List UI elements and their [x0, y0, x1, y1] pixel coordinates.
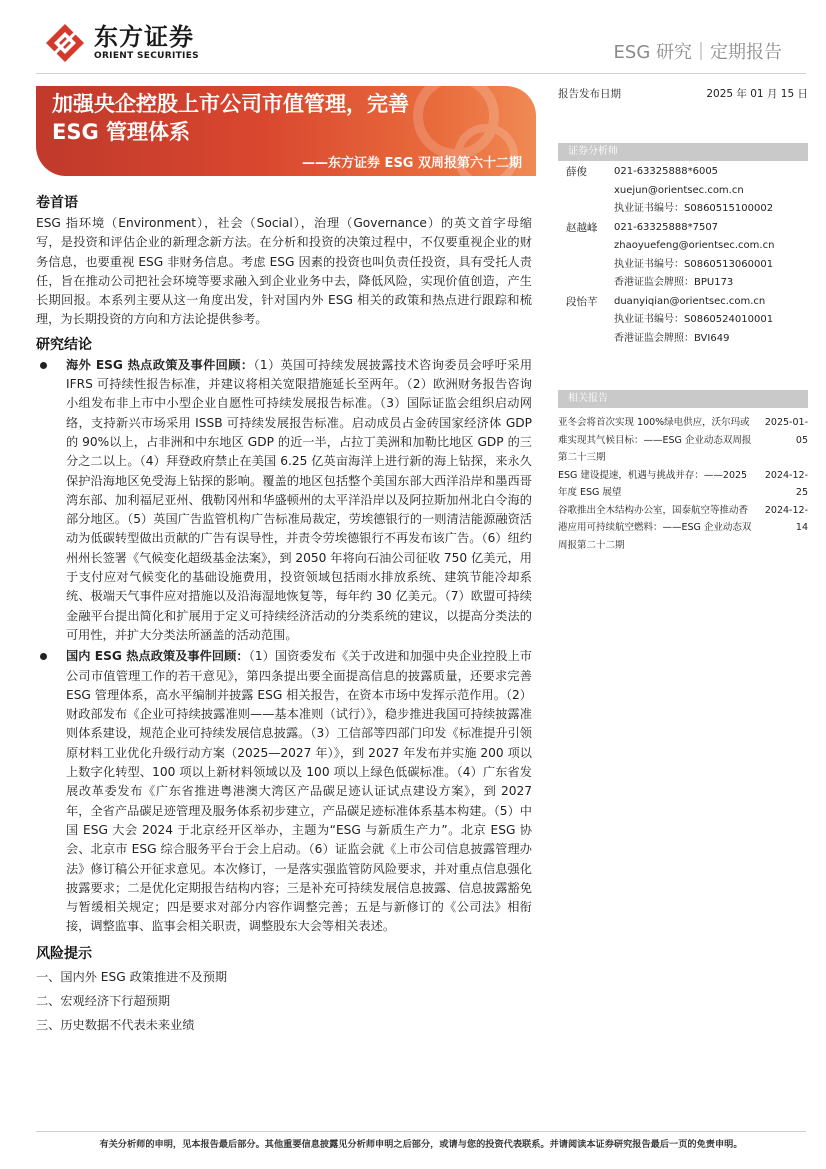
domestic-label: 国内 ESG 热点政策及事件回顾：: [66, 649, 249, 664]
footer-disclaimer: 有关分析师的申明，见本报告最后部分。其他重要信息披露见分析师申明之后部分，或请与您的投资代表联系。并请阅读本证券研究报告最后一页的免责申明。: [99, 1139, 743, 1150]
related-report-title: ESG 建设提速，机遇与挑战并存：——2025 年度 ESG 展望: [558, 469, 748, 498]
analyst-cert: 执业证书编号：S0860524010001: [614, 314, 774, 325]
domestic-bullet: [36, 647, 532, 936]
report-category: ESG 研究｜定期报告: [613, 42, 782, 63]
bullet-dot-icon: [40, 653, 47, 660]
publish-date-label: 报告发布日期: [558, 88, 621, 100]
analyst-hk-license: 香港证监会牌照：BPU173: [614, 277, 734, 288]
analyst-entry: [558, 219, 808, 293]
risk-item: 一、国内外 ESG 政策推进不及预期: [36, 969, 228, 984]
publish-date-value: 2025 年 01 月 15 日: [706, 88, 808, 100]
analyst-cert: 执业证书编号：S0860515100002: [614, 203, 774, 214]
brand-name-en: ORIENT SECURITIES: [94, 51, 199, 61]
analyst-hk-license: 香港证监会牌照：BVI649: [614, 332, 730, 344]
analyst-section-header: 证券分析师: [558, 143, 808, 161]
related-report-date: 2025-01-05: [764, 417, 808, 446]
logo-mark-icon: [44, 22, 86, 64]
analyst-phone: 021-63325888*7507: [614, 221, 719, 233]
sidebar: [558, 86, 808, 554]
brand-name-cn: 东方证券: [94, 23, 194, 51]
related-report[interactable]: [558, 467, 808, 502]
overseas-bullet: [36, 356, 532, 645]
analyst-email: xuejun@orientsec.com.cn: [614, 184, 744, 196]
domestic-text: （1）国资委发布《关于改进和加强中央企业控股上市公司市值管理工作的若干意见》，第四条提出要全面提高信息的披露质量，还要求完善 ESG 管理体系，高水平编制并披露 ESG 相关报告，在资本市场中发挥示范作用。（2）财政部发布《企业可持续披露准则——基本准则（试行）》，稳步推进我国可持续披露准则体系建设，规范企业可持续发展信息披露。（3）工信部等四部门印发《标准提升引领原材料工业优化升级行动方案（2025—2027 年）》，到 2027 年发布并实施 200 项以上数字化转型、100 项以上新材料领域以及 100 项以上绿色低碳标准。（4）广东省发展改革委发布《广东省推进粤港澳大湾区产品碳足迹认证试点建设方案》，到 2027 年，全省产品碳足迹管理及服务体系初步建立，产品碳足迹标准体系基本构建。（5）中国 ESG 大会 2024 于北京经开区举办，主题为“ESG 与新质生产力”。北京 ESG 协会、北京市 ESG 综合服务平台于会上启动。（6）证监会就《上市公司信息披露管理办法》修订稿公开征求意见。本次修订，一是落实强监管防风险要求，并对重点信息强化披露要求；二是优化定期报告结构内容；三是补充可持续发展信息披露、信息披露豁免与暂缓相关规定；四是要求对部分内容作调整完善；五是与新修订的《公司法》相衔接，调整监事、监事会相关职责，调整股东大会等相关表述。: [66, 649, 532, 934]
overseas-text: （1）英国可持续发展披露技术咨询委员会呼吁采用 IFRS 可持续性报告标准，并建议将相关宽限措施延长至两年。（2）欧洲财务报告咨询小组发布非上市中小型企业自愿性可持续发展报告标准。（3）国际证监会组织启动网络，支持新兴市场采用 ISSB 可持续发展报告标准。启动成员占金砖国家经济体 GDP 的 90%以上，占非洲和中东地区 GDP 的近一半，占拉丁美洲和加勒比地区 GDP 的三分之二以上。（4）拜登政府禁止在美国 6.25 亿英亩海洋上进行新的海上钻探，来永久保护沿海地区免受海上钻探的影响。覆盖的地区包括整个美国东部大西洋沿岸和墨西哥湾东部、加利福尼亚州、俄勒冈州和华盛顿州的太平洋沿岸以及阿拉斯加州北白令海的部分地区。（5）英国广告监管机构广告标准局裁定，劳埃德银行的一则清洁能源融资活动为低碳转型做出贡献的广告有误导性，并责令劳埃德银行不再发布该广告。（6）纽约州州长签署《气候变化超级基金法案》，到 2050 年将向石油公司征收 750 亿美元，用于支付应对气候变化的基础设施费用，投资领域包括雨水排放系统、建筑节能冷却系统、极端天气事件应对措施以及沿海湿地恢复等，每年约 30 亿美元。（7）欧盟可持续金融平台提出简化和扩展用于定义可持续经济活动的分类系统的建议，以提高分类法的可用性，并扩大分类法所涵盖的活动范围。: [66, 357, 533, 642]
risk-item: 三、历史数据不代表未来业绩: [36, 1017, 195, 1032]
report-title-line1: 加强央企控股上市公司市值管理，完善: [52, 92, 409, 116]
related-report-title: 谷歌推出全木结构办公室，国泰航空等推动香港应用可持续航空燃料：——ESG 企业动态双周报第二十二期: [558, 504, 752, 551]
analyst-entry: [558, 163, 808, 219]
brand-logo: [44, 22, 199, 64]
analyst-entry: [558, 293, 808, 349]
intro-title: 卷首语: [36, 195, 78, 211]
bullet-dot-icon: [40, 362, 47, 369]
analyst-email: duanyiqian@orientsec.com.cn: [614, 295, 766, 307]
conclusion-title: 研究结论: [36, 336, 92, 353]
related-report-title: 亚冬会将首次实现 100%绿电供应，沃尔玛或难实现其气候目标：——ESG 企业动态双周报第二十三期: [558, 417, 752, 463]
risk-item: 二、宏观经济下行超预期: [36, 993, 171, 1008]
overseas-label: 海外 ESG 热点政策及事件回顾：: [66, 357, 254, 372]
related-report-date: 2024-12-25: [764, 469, 808, 498]
main-content: [36, 192, 532, 1037]
related-report-date: 2024-12-14: [764, 504, 808, 533]
analyst-cert: 执业证书编号：S0860513060001: [614, 258, 774, 270]
report-title-line2: ESG 管理体系: [52, 120, 191, 144]
analyst-name: 段怡芊: [566, 295, 598, 308]
intro-text: ESG 指环境（Environment），社会（Social），治理（Governance）的英文首字母缩写，是投资和评估企业的新理念新方法。在分析和投资的决策过程中，不仅要重视企业的财务信息，也要重视 ESG 非财务信息。考虑 ESG 因素的投资也叫负责任投资，具有受托人责任，旨在推动公司把社会环境等要求融入到企业业务中去，降低风险，实现价值创造，产生长期回报。本系列主要从这一角度出发，针对国内外 ESG 相关的政策和热点进行跟踪和梳理，为长期投资的方向和方法论提供参考。: [36, 216, 532, 327]
header-divider: [36, 73, 806, 74]
analyst-name: 薛俊: [566, 166, 587, 178]
related-section-header: 相关报告: [558, 390, 808, 408]
report-title: [52, 90, 409, 146]
publish-date-row: [558, 86, 808, 101]
risk-title: 风险提示: [36, 945, 92, 962]
analyst-email: zhaoyuefeng@orientsec.com.cn: [614, 240, 775, 251]
report-subtitle: ——东方证券 ESG 双周报第六十二期: [302, 156, 522, 171]
related-report[interactable]: [558, 502, 808, 555]
footer-divider: [36, 1131, 806, 1132]
analyst-name: 赵越峰: [566, 221, 598, 234]
related-report[interactable]: [558, 414, 808, 467]
analyst-phone: 021-63325888*6005: [614, 166, 719, 177]
title-banner: [36, 86, 536, 176]
